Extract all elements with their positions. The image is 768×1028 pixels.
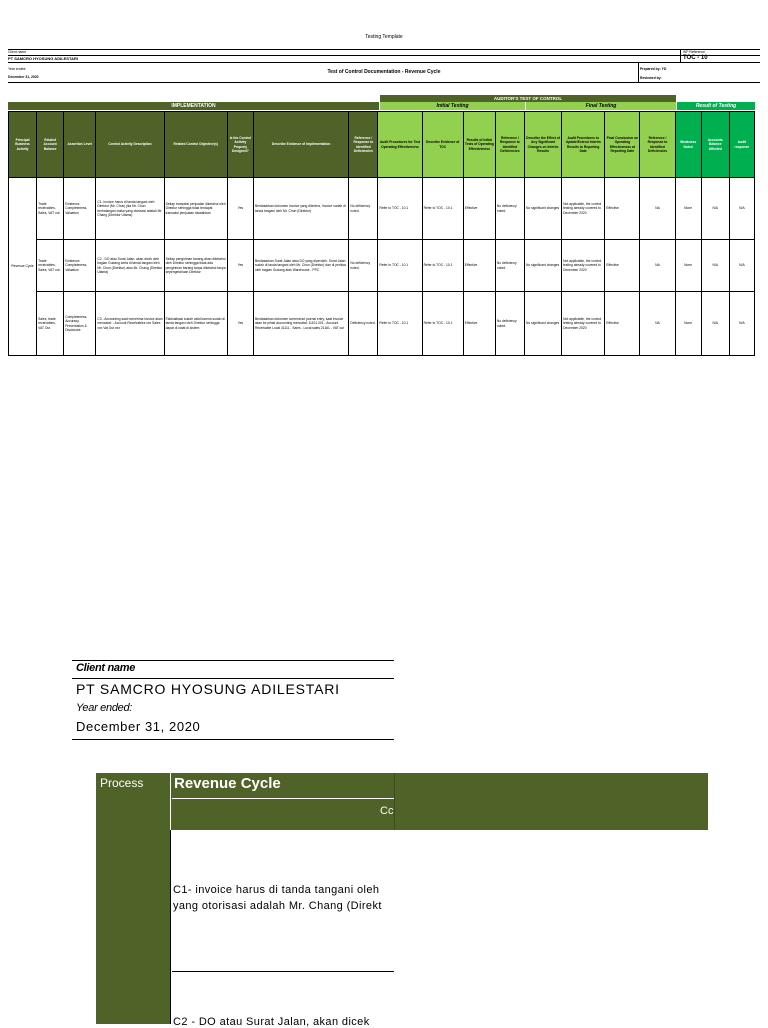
table-cell: Berdasarkan dokumen invoice yang diterima, Invoice sudah di tanda tangani oleh Mr. Chun (Direktur) — [253, 178, 348, 240]
table-cell: Completeness, Accuracy, Presentation & Disclosure — [64, 292, 96, 356]
table-cell: None — [675, 178, 701, 240]
col-header: Audit response — [729, 112, 754, 178]
table-cell: Effective — [463, 178, 495, 240]
table-cell: N/A — [701, 178, 729, 240]
table-cell: None — [675, 240, 701, 292]
result-testing-header: Result of Testing — [677, 102, 755, 110]
table-cell: No deficiency noted. — [495, 178, 524, 240]
reviewed-by: Reviewed by: — [640, 76, 662, 80]
zoom-year-label: Year ended: — [76, 702, 133, 714]
table-cell: No significant changes — [524, 178, 561, 240]
zoom-client-name: PT SAMCRO HYOSUNG ADILESTARI — [76, 681, 340, 697]
table-cell: Setiap pengiriman barang akan diketahui oleh Direktur sehingga tidak ada pengiriman barang tanpa diketahui tanpa sepengetahuan Direktur — [164, 240, 227, 292]
table-cell: N/A — [729, 178, 754, 240]
table-cell: Refer to TOC - 10.1 — [378, 292, 422, 356]
column-header-partial: Cc — [380, 805, 394, 817]
table-cell: Not applicable, the control testing already covered to December 2020 — [562, 178, 605, 240]
col-header: Is the Control Activity Properly Designed? — [227, 112, 253, 178]
wp-label: WP Reference — [683, 50, 705, 54]
table-cell: Trade receivables, Sales, VAT out — [37, 178, 64, 240]
table-cell: C1- invoice harus di tanda tangani oleh Direktur (Mr. Chun) jika Mr. Chun berhalangan maka yang otorisasi adalah Mr. Chang (Direktur Utama) — [96, 178, 164, 240]
auditors-test-header: AUDITOR'S TEST OF CONTROL — [380, 95, 676, 102]
table-cell: Sales, trade receivables, VAT Out — [37, 292, 64, 356]
table-row — [9, 240, 755, 292]
zoom-client-label: Client name — [76, 662, 136, 674]
col-header: Describe the Effect of Any Significant Changes on Interim Results — [524, 112, 561, 178]
table-cell: No deficiency noted. — [495, 240, 524, 292]
table-cell: No deficiency noted. — [495, 292, 524, 356]
table-cell: Refer to TOC - 10.1 — [422, 292, 463, 356]
table-cell: Berdasarkan Surat Jalan atau DO yang diperoleh, Surat Jalan sudah di tanda tangani oleh Mr. Chun (Direktur) dan di periksa oleh bagian Gudang atas Warehouse - PPC — [253, 240, 348, 292]
table-cell: No significant changes — [524, 292, 561, 356]
col-header: Describe Evidence of TOC — [422, 112, 463, 178]
table-cell: N/A — [701, 292, 729, 356]
table-cell: Trade receivables, Sales, VAT out — [37, 240, 64, 292]
col-header: Audit Procedures to Update/Extend Interim Results to Reporting Date — [562, 112, 605, 178]
activity-cell: Revenue Cycle — [9, 178, 37, 356]
table-cell: Refer to TOC - 10.1 — [378, 178, 422, 240]
table-cell: None — [675, 292, 701, 356]
table-cell: Effective — [463, 240, 495, 292]
control-text-next: C2 - DO atau Surat Jalan, akan dicek — [173, 1016, 370, 1028]
table-cell: No deficiency noted. — [349, 240, 378, 292]
table-cell: Refer to TOC - 10.1 — [422, 178, 463, 240]
col-header: Assertion Level — [64, 112, 96, 178]
col-header: Results of Initial Tests of Operating Effectiveness — [463, 112, 495, 178]
col-header: Accounts Balance Affected — [701, 112, 729, 178]
col-header: Final Conclusion on Operating Effectiveness at Reporting Date — [605, 112, 640, 178]
table-cell: Setiap transaksi penjualan diketahui oleh Direktur sehingga tidak terdapat transaksi penjualan disalahkan — [164, 178, 227, 240]
table-cell: Refer to TOC - 10.1 — [422, 240, 463, 292]
col-header: Control Activity Description — [96, 112, 164, 178]
col-header: Reference / Response to Identified Deficiencies — [640, 112, 675, 178]
col-header: Describe Evidence of Implementation — [253, 112, 348, 178]
year-value: December 31, 2020 — [8, 75, 39, 79]
table-cell: Effective — [463, 292, 495, 356]
table-cell: NA — [640, 240, 675, 292]
table-cell: Effective — [605, 178, 640, 240]
process-label: Process — [100, 776, 144, 790]
col-header: Principal Business Activity — [9, 112, 37, 178]
control-text-line1: C1- invoice harus di tanda tangani oleh — [173, 884, 380, 896]
table-cell: N/A — [729, 292, 754, 356]
table-cell: Yes — [227, 240, 253, 292]
table-cell: No significant changes — [524, 240, 561, 292]
table-cell: NA — [640, 292, 675, 356]
table-cell: N/A — [701, 240, 729, 292]
initial-testing-header: Initial Testing — [380, 102, 525, 110]
table-cell: Effective — [605, 240, 640, 292]
prepared-by: Prepared by: YD — [640, 67, 667, 71]
col-header: Reference / Response to Identified Deficiencies — [495, 112, 524, 178]
final-testing-header: Final Testing — [526, 102, 676, 110]
table-cell: Faktualisasi sudah valid karena sudah di tanda tangani oleh Direktur sehingga dapat di catat di sistem — [164, 292, 227, 356]
table-cell: Not applicable, the control testing already covered to December 2020 — [562, 240, 605, 292]
table-cell: N/A — [729, 240, 754, 292]
col-header: Related Account Balance — [37, 112, 64, 178]
client-label: Client name — [8, 50, 27, 54]
process-value: Revenue Cycle — [174, 775, 281, 792]
table-row — [9, 292, 755, 356]
zoom-year-value: December 31, 2020 — [76, 719, 201, 734]
table-cell: NA — [640, 178, 675, 240]
table-cell: Effective — [605, 292, 640, 356]
table-cell: Existence, Completeness, Valuation — [64, 240, 96, 292]
client-name: PT SAMCRO HYOSUNG ADILESTARI — [8, 56, 79, 61]
table-cell: Refer to TOC - 10.1 — [378, 240, 422, 292]
col-header: Related Control Objective(s) — [164, 112, 227, 178]
col-header: Reference / Response to Identified Deficiencies — [349, 112, 378, 178]
control-text-line2: yang otorisasi adalah Mr. Chang (Direkt — [173, 900, 382, 912]
activity-column — [96, 830, 170, 1024]
year-label: Year ended: — [8, 67, 27, 71]
table-cell: C3 - Accounting saat menerima invoice akan mencatat: - Account Receivables xxx Sales xxx Vat Out xxx — [96, 292, 164, 356]
document-title: Testing Template — [365, 34, 403, 40]
table-cell: Berdasarkan dokumen screenshot journal entry, saat invoice akan ke pihak accounting mencatat: 11101.001 - Account Receivable Local 41111 - Sales - Local sales 21161 - VAT out — [253, 292, 348, 356]
table-cell: Yes — [227, 178, 253, 240]
report-title: Test of Control Documentation - Revenue Cycle — [327, 69, 441, 75]
table-cell: No deficiency noted. — [349, 178, 378, 240]
table-cell: Existence, Completeness, Valuation — [64, 178, 96, 240]
col-header: Audit Procedures for Test Operating Effectiveness — [378, 112, 422, 178]
table-cell: C2 - DO atau Surat Jalan, akan dicek oleh bagian Gudang serta di tanda tangani oleh Mr. Chun (Direktur) atau Mr. Chang (Direktur Utama) — [96, 240, 164, 292]
col-header: Weakness Noted — [675, 112, 701, 178]
table-row — [9, 178, 755, 240]
table-cell: Yes — [227, 292, 253, 356]
wp-reference: TOC - 10 — [683, 55, 708, 61]
toc-table — [8, 111, 755, 356]
table-cell: Deficiency noted. — [349, 292, 378, 356]
table-cell: Not applicable, the control testing already covered to December 2020 — [562, 292, 605, 356]
implementation-header: IMPLEMENTATION — [8, 102, 379, 110]
column-header-row — [9, 112, 755, 178]
